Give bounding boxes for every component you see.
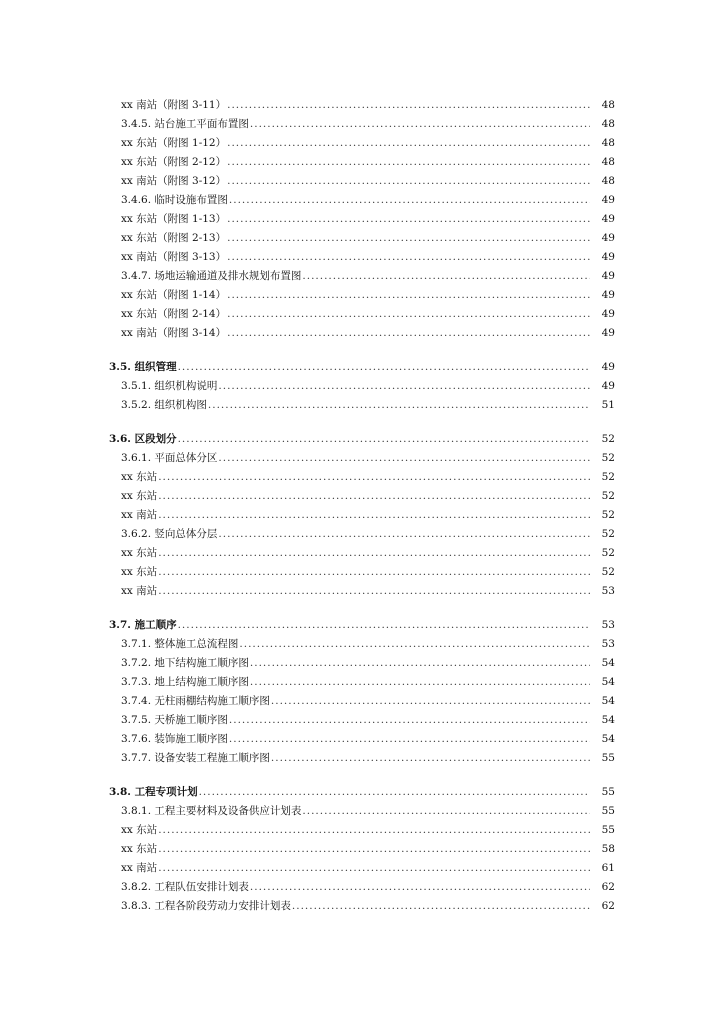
toc-entry-page-number: 48 — [601, 137, 615, 149]
toc-entry[interactable] — [0, 544, 724, 562]
toc-entry-page-number: 54 — [601, 676, 615, 688]
toc-entry-label: 3.7.6. 装饰施工顺序图 — [121, 733, 228, 745]
toc-entry-label: xx 东站（附图 1-14） — [121, 289, 227, 301]
toc-entry-page-number: 49 — [601, 213, 615, 225]
toc-entry-page-number: 49 — [601, 194, 615, 206]
toc-entry-label: 3.6. 区段划分 — [109, 433, 177, 445]
toc-entry-page-number: 54 — [601, 714, 615, 726]
toc-entry-label: xx 东站 — [121, 547, 158, 559]
toc-dot-leader — [227, 134, 590, 152]
toc-dot-leader — [158, 506, 590, 524]
toc-entry[interactable] — [0, 635, 724, 653]
toc-entry-page-number: 55 — [601, 824, 615, 836]
toc-entry-page-number: 52 — [601, 566, 615, 578]
toc-entry-page-number: 48 — [601, 175, 615, 187]
toc-entry-label: xx 南站（附图 3-11） — [121, 99, 227, 111]
toc-entry-page-number: 49 — [601, 361, 615, 373]
toc-entry-page-number: 55 — [601, 752, 615, 764]
toc-dot-leader — [227, 229, 590, 247]
toc-entry-page-number: 53 — [601, 585, 615, 597]
toc-dot-leader — [229, 711, 590, 729]
toc-dot-leader — [158, 468, 590, 486]
toc-entry-label: xx 南站（附图 3-13） — [121, 251, 227, 263]
toc-entry-label: 3.4.6. 临时设施布置图 — [121, 194, 228, 206]
toc-entry-page-number: 61 — [601, 862, 615, 874]
toc-entry-page-number: 49 — [601, 308, 615, 320]
toc-dot-leader — [250, 673, 590, 691]
toc-entry-page-number: 52 — [601, 509, 615, 521]
toc-dot-leader — [229, 730, 590, 748]
toc-entry[interactable] — [0, 840, 724, 858]
toc-dot-leader — [158, 840, 590, 858]
toc-entry-page-number: 58 — [601, 843, 615, 855]
toc-entry-page-number: 52 — [601, 547, 615, 559]
toc-entry-page-number: 49 — [601, 251, 615, 263]
toc-entry[interactable] — [0, 286, 724, 304]
toc-entry-page-number: 49 — [601, 289, 615, 301]
toc-section-entry[interactable] — [0, 430, 724, 448]
toc-entry[interactable] — [0, 582, 724, 600]
toc-entry-page-number: 55 — [601, 786, 615, 798]
toc-entry-label: xx 东站（附图 1-12） — [121, 137, 227, 149]
toc-dot-leader — [239, 635, 590, 653]
toc-entry-label: 3.7.3. 地上结构施工顺序图 — [121, 676, 249, 688]
toc-entry[interactable] — [0, 897, 724, 915]
toc-entry[interactable] — [0, 730, 724, 748]
toc-entry-label: 3.5.2. 组织机构图 — [121, 399, 207, 411]
toc-entry[interactable] — [0, 153, 724, 171]
toc-entry-label: xx 南站（附图 3-12） — [121, 175, 227, 187]
toc-entry-page-number: 52 — [601, 433, 615, 445]
toc-entry-label: xx 南站 — [121, 862, 158, 874]
toc-entry-label: xx 东站 — [121, 824, 158, 836]
toc-entry-label: 3.8. 工程专项计划 — [109, 786, 198, 798]
toc-entry-page-number: 62 — [601, 881, 615, 893]
toc-entry-page-number: 54 — [601, 657, 615, 669]
toc-section-entry[interactable] — [0, 783, 724, 801]
toc-dot-leader — [158, 582, 590, 600]
toc-entry-label: xx 南站 — [121, 509, 158, 521]
toc-entry[interactable] — [0, 229, 724, 247]
toc-entry[interactable] — [0, 563, 724, 581]
toc-dot-leader — [158, 544, 590, 562]
toc-entry-page-number: 52 — [601, 452, 615, 464]
toc-entry-page-number: 52 — [601, 528, 615, 540]
toc-entry-label: 3.7.7. 设备安装工程施工顺序图 — [121, 752, 270, 764]
toc-entry-label: 3.7.5. 天桥施工顺序图 — [121, 714, 228, 726]
toc-dot-leader — [158, 859, 590, 877]
toc-entry[interactable] — [0, 377, 724, 395]
toc-dot-leader — [292, 897, 590, 915]
toc-dot-leader — [227, 172, 590, 190]
toc-entry[interactable] — [0, 821, 724, 839]
toc-entry[interactable] — [0, 673, 724, 691]
toc-entry[interactable] — [0, 654, 724, 672]
toc-entry-page-number: 49 — [601, 380, 615, 392]
toc-entry-page-number: 53 — [601, 638, 615, 650]
toc-entry-label: 3.7. 施工顺序 — [109, 619, 177, 631]
toc-entry-page-number: 48 — [601, 99, 615, 111]
toc-entry-label: xx 南站 — [121, 585, 158, 597]
toc-entry-label: xx 东站（附图 2-13） — [121, 232, 227, 244]
toc-dot-leader — [178, 358, 590, 376]
toc-entry[interactable] — [0, 878, 724, 896]
toc-entry-page-number: 49 — [601, 232, 615, 244]
toc-entry[interactable] — [0, 487, 724, 505]
toc-entry-page-number: 54 — [601, 695, 615, 707]
toc-dot-leader — [227, 210, 590, 228]
toc-entry-page-number: 49 — [601, 270, 615, 282]
toc-entry[interactable] — [0, 191, 724, 209]
toc-entry[interactable] — [0, 749, 724, 767]
toc-dot-leader — [227, 324, 590, 342]
toc-dot-leader — [178, 430, 590, 448]
toc-entry-label: 3.5. 组织管理 — [109, 361, 177, 373]
toc-entry[interactable] — [0, 468, 724, 486]
toc-dot-leader — [208, 396, 590, 414]
toc-entry-page-number: 62 — [601, 900, 615, 912]
toc-entry-label: 3.8.3. 工程各阶段劳动力安排计划表 — [121, 900, 291, 912]
toc-entry-label: 3.4.5. 站台施工平面布置图 — [121, 118, 249, 130]
toc-entry[interactable] — [0, 248, 724, 266]
toc-entry-label: 3.7.1. 整体施工总流程图 — [121, 638, 239, 650]
toc-dot-leader — [250, 878, 590, 896]
toc-entry[interactable] — [0, 802, 724, 820]
toc-dot-leader — [218, 449, 590, 467]
toc-entry[interactable] — [0, 134, 724, 152]
toc-entry[interactable] — [0, 525, 724, 543]
toc-entry[interactable] — [0, 210, 724, 228]
toc-dot-leader — [271, 749, 590, 767]
toc-entry-page-number: 52 — [601, 490, 615, 502]
toc-dot-leader — [227, 248, 590, 266]
toc-dot-leader — [158, 487, 590, 505]
toc-entry-label: 3.6.2. 竖向总体分层 — [121, 528, 218, 540]
toc-dot-leader — [218, 377, 590, 395]
toc-entry-label: xx 东站 — [121, 490, 158, 502]
toc-dot-leader — [229, 191, 590, 209]
toc-entry-label: 3.5.1. 组织机构说明 — [121, 380, 218, 392]
toc-entry[interactable] — [0, 267, 724, 285]
toc-entry-label: xx 东站（附图 1-13） — [121, 213, 227, 225]
toc-entry[interactable] — [0, 859, 724, 877]
toc-entry[interactable] — [0, 115, 724, 133]
toc-section-entry[interactable] — [0, 616, 724, 634]
toc-entry-label: xx 南站（附图 3-14） — [121, 327, 227, 339]
toc-dot-leader — [227, 286, 590, 304]
toc-entry-page-number: 48 — [601, 156, 615, 168]
toc-entry-page-number: 55 — [601, 805, 615, 817]
toc-entry-label: xx 东站（附图 2-14） — [121, 308, 227, 320]
toc-dot-leader — [158, 821, 590, 839]
toc-entry[interactable] — [0, 324, 724, 342]
toc-dot-leader — [302, 267, 590, 285]
toc-dot-leader — [227, 96, 590, 114]
toc-entry-label: 3.7.4. 无柱雨棚结构施工顺序图 — [121, 695, 270, 707]
toc-entry-label: xx 东站 — [121, 471, 158, 483]
toc-entry-label: xx 东站 — [121, 566, 158, 578]
toc-entry-page-number: 48 — [601, 118, 615, 130]
toc-section-entry[interactable] — [0, 358, 724, 376]
toc-dot-leader — [271, 692, 590, 710]
toc-entry-label: 3.8.1. 工程主要材料及设备供应计划表 — [121, 805, 302, 817]
toc-entry-page-number: 51 — [601, 399, 615, 411]
toc-entry-page-number: 52 — [601, 471, 615, 483]
toc-dot-leader — [250, 654, 590, 672]
toc-entry[interactable] — [0, 396, 724, 414]
toc-dot-leader — [302, 802, 590, 820]
toc-entry[interactable] — [0, 172, 724, 190]
toc-entry[interactable] — [0, 692, 724, 710]
toc-entry[interactable] — [0, 96, 724, 114]
toc-dot-leader — [158, 563, 590, 581]
toc-entry-page-number: 54 — [601, 733, 615, 745]
toc-dot-leader — [178, 616, 590, 634]
toc-entry-label: 3.7.2. 地下结构施工顺序图 — [121, 657, 249, 669]
toc-entry[interactable] — [0, 506, 724, 524]
toc-dot-leader — [227, 153, 590, 171]
toc-entry-label: 3.6.1. 平面总体分区 — [121, 452, 218, 464]
toc-entry-label: xx 东站（附图 2-12） — [121, 156, 227, 168]
toc-entry[interactable] — [0, 449, 724, 467]
toc-dot-leader — [199, 783, 590, 801]
toc-entry-label: 3.4.7. 场地运输通道及排水规划布置图 — [121, 270, 302, 282]
toc-dot-leader — [227, 305, 590, 323]
toc-entry-page-number: 53 — [601, 619, 615, 631]
toc-entry-label: 3.8.2. 工程队伍安排计划表 — [121, 881, 249, 893]
toc-dot-leader — [218, 525, 590, 543]
toc-entry[interactable] — [0, 305, 724, 323]
toc-entry[interactable] — [0, 711, 724, 729]
toc-entry-label: xx 东站 — [121, 843, 158, 855]
toc-entry-page-number: 49 — [601, 327, 615, 339]
toc-dot-leader — [250, 115, 590, 133]
